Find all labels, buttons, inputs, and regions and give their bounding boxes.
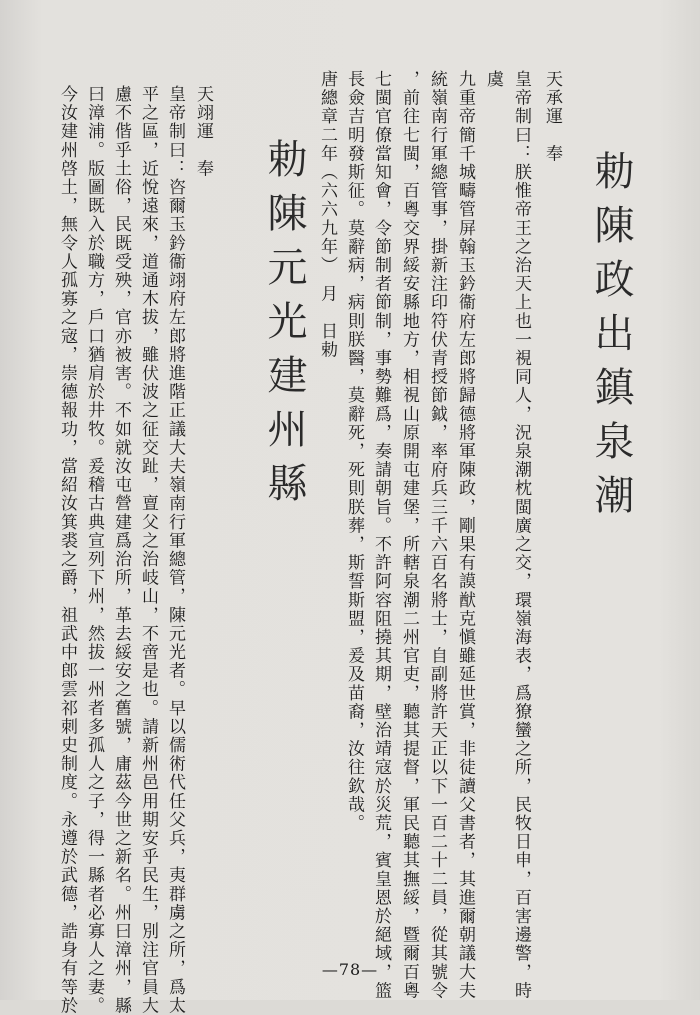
- section2-line-3: 慮不偕乎土俗，民既受殃，官亦被害。不如就汝屯營建爲治所，革去綏安之舊號，庸茲今世之新名。州曰漳州，縣: [111, 85, 131, 1015]
- section1-line-6: 七閩官僚當知會，令節制者節制，事勢難爲，奏請朝旨。不許阿容阻撓其期，壁治靖寇於災荒，賓皇恩於絕域，篮: [371, 70, 391, 1000]
- section2-line-1: 皇帝制曰：咨爾玉鈐衞翊府左郎將進階正議大夫嶺南行軍總管，陳元光者。早以儒術代任父兵，夷群虜之所，爲太: [165, 85, 185, 1015]
- section2-line-4: 曰漳浦。版圖既入於職方，戶口猶肩於井牧。爰稽古典宣列下州，然拔一州者多孤人之子，得一縣者必寡人之妻。: [84, 85, 104, 1015]
- section1-line-5: ，前往七閩，百粵交界綏安縣地方，相視山原開屯建堡，所轄泉潮二州官吏，聽其提督，軍民聽其撫綏，暨爾百粵: [399, 70, 419, 1000]
- page-number: —78—: [321, 960, 379, 979]
- section1-line-7: 長僉吉明發斯征。莫辭病，病則朕醫，莫辭死，死則朕葬，斯誓斯盟，爰及苗裔，汝往欽哉。: [344, 70, 364, 833]
- section1-line-2: 虞: [483, 70, 503, 89]
- section2-line-5: 今汝建州啓土，無令人孤寡之宼，崇德報功，當紹汝箕裘之爵，祖武中郎雲祁刺史制度。永遵於武德，誥身有等於: [57, 85, 77, 1015]
- section1-line-1: 皇帝制曰：朕惟帝王之治天上也一視同人，況泉潮枕閩廣之交，環嶺海表，爲獠蠻之所，民牧日申，百害邊警，時: [511, 70, 531, 1000]
- section2-line-2: 平之區，近悅遠來，道通木拔，雖伏波之征交趾，亶父之治岐山，不啻是也。請新州邑用期安乎民生，別注官員大: [138, 85, 158, 1015]
- section1-line-8: 唐總章二年（六六九年） 月 日勅: [317, 70, 337, 360]
- section1-line-3: 九重帝簡千城疇管屏翰玉鈐衞府左郎將歸德將軍陳政，剛果有謨猷克愼雖延世賞，非徒讀父書者，其進爾朝議大夫: [455, 70, 475, 1000]
- section1-line-4: 統嶺南行軍總管事，掛新注印符伏青授節鉞，率府兵三千六百名將士，自副將許天正以下一百二十二員，從其號令: [427, 70, 447, 1000]
- section1-title: 勅陳政出鎮泉潮: [588, 150, 634, 528]
- section2-opening: 天翊運 奉: [193, 85, 213, 178]
- section2-title: 勅陳元光建州縣: [261, 138, 307, 516]
- section1-opening: 天承運 奉: [542, 70, 562, 163]
